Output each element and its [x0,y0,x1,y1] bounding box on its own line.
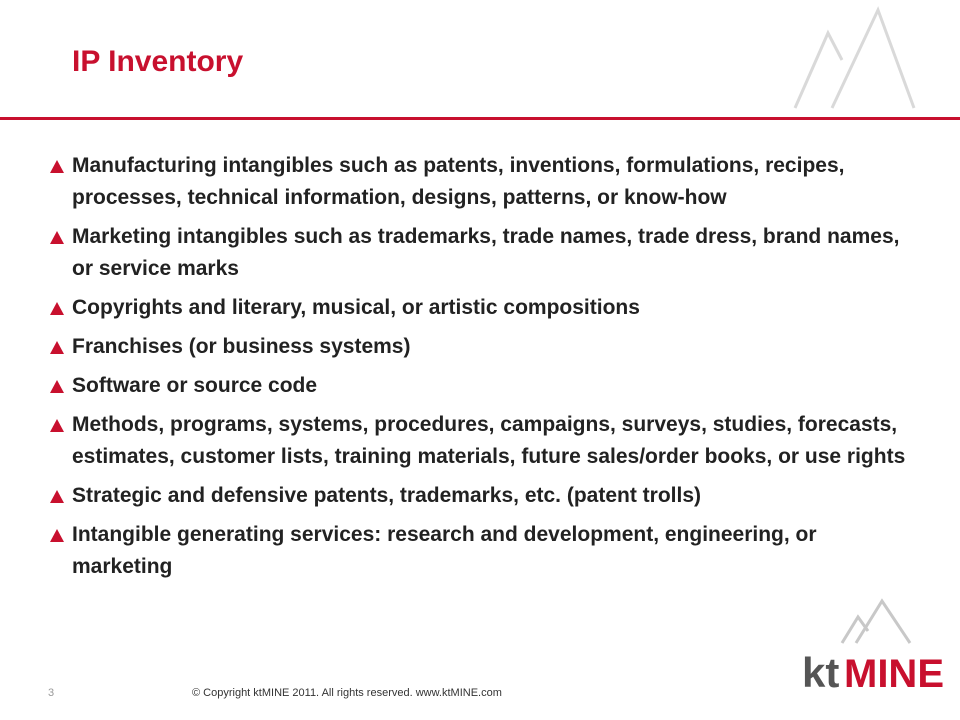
page-number: 3 [48,687,55,699]
red-triangle-bullet-icon [50,231,64,244]
svg-text:kt: kt [802,649,840,696]
copyright-notice: © Copyright ktMINE 2011. All rights reserved. www.ktMINE.com [192,687,502,699]
bullet-item [48,409,908,473]
red-triangle-bullet-icon [50,419,64,432]
bullet-text: Strategic and defensive patents, trademarks, etc. (patent trolls) [72,484,702,507]
svg-text:MINE: MINE [844,652,944,696]
bullet-text: Copyrights and literary, musical, or artistic compositions [72,296,640,319]
bullet-text: Manufacturing intangibles such as patents, inventions, formulations, recipes, processes, technical information, designs, patterns, or know-how [72,154,845,209]
red-triangle-bullet-icon [50,302,64,315]
bullet-list [48,150,908,590]
bullet-text: Marketing intangibles such as trademarks, trade names, trade dress, brand names, or service marks [72,225,900,280]
bullet-item [48,292,908,324]
bullet-text: Franchises (or business systems) [72,335,411,358]
bullet-item [48,150,908,214]
red-triangle-bullet-icon [50,529,64,542]
bullet-text: Intangible generating services: research and development, engineering, or marketing [72,523,817,578]
red-triangle-bullet-icon [50,380,64,393]
bullet-text: Software or source code [72,374,318,397]
bullet-item [48,370,908,402]
title-divider [0,117,960,120]
bullet-text: Methods, programs, systems, procedures, campaigns, surveys, studies, forecasts, estimates, customer lists, training materials, future sales/order books, or use rights [72,413,906,468]
bullet-item [48,480,908,512]
ktmine-logo [800,595,944,696]
bullet-item [48,221,908,285]
red-triangle-bullet-icon [50,160,64,173]
red-triangle-bullet-icon [50,490,64,503]
bullet-item [48,519,908,583]
mountain-outline-icon [790,5,920,110]
bullet-item [48,331,908,363]
slide-title: IP Inventory [72,45,244,78]
red-triangle-bullet-icon [50,341,64,354]
